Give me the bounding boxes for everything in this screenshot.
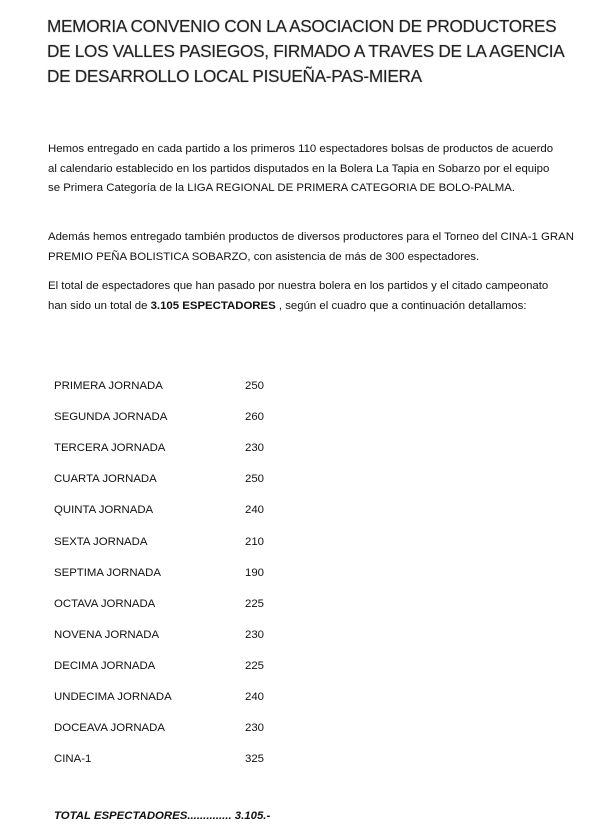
paragraph-total bbox=[48, 277, 563, 316]
jornada-label: TERCERA JORNADA bbox=[54, 442, 166, 455]
total-spectators: TOTAL ESPECTADORES.............. 3.105.- bbox=[54, 810, 271, 822]
paragraph-bags: Hemos entregado en cada partido a los primeros 110 espectadores bolsas de productos de acuerdo al calendario establecido en los partidos disputados en la Bolera La Tapia en Sobarzo por el equipo se Primera Categoría de la LIGA REGIONAL DE PRIMERA CATEGORIA DE BOLO-PALMA. bbox=[48, 143, 554, 195]
spectator-count: 240 bbox=[245, 504, 265, 517]
jornada-label: UNDECIMA JORNADA bbox=[54, 691, 172, 703]
spectator-count: 325 bbox=[245, 753, 265, 766]
title-line: MEMORIA CONVENIO CON LA ASOCIACION DE PRODUCTORES bbox=[47, 16, 557, 36]
title-line: DE LOS VALLES PASIEGOS, FIRMADO A TRAVES DE LA AGENCIA bbox=[47, 41, 565, 61]
jornada-label: OCTAVA JORNADA bbox=[54, 597, 156, 610]
jornada-label: QUINTA JORNADA bbox=[54, 504, 154, 517]
spectator-count: 240 bbox=[245, 691, 265, 703]
jornada-label: SEXTA JORNADA bbox=[54, 535, 148, 548]
paragraph-text: , según el cuadro que a continuación detallamos: bbox=[275, 299, 527, 312]
spectator-count: 250 bbox=[245, 473, 265, 486]
jornada-label: CUARTA JORNADA bbox=[54, 473, 157, 486]
spectator-count: 225 bbox=[245, 659, 265, 672]
jornada-label: DECIMA JORNADA bbox=[54, 659, 156, 672]
paragraph-text: El total de espectadores que han pasado por nuestra bolera en los partidos y el citado campeonato han sido un total de bbox=[48, 280, 549, 312]
spectator-count: 225 bbox=[245, 597, 265, 610]
spectator-count: 190 bbox=[245, 566, 265, 579]
spectator-count: 250 bbox=[245, 380, 265, 392]
jornada-label: SEPTIMA JORNADA bbox=[54, 566, 161, 579]
spectator-count: 230 bbox=[245, 442, 265, 455]
spectator-count: 230 bbox=[245, 628, 265, 641]
document-title bbox=[47, 14, 564, 89]
spectator-count: 230 bbox=[245, 722, 265, 735]
paragraph-tournament: Además hemos entregado también productos de diversos productores para el Torneo del CINA-1 GRAN PREMIO PEÑA BOLISTICA SOBARZO, con asistencia de más de 300 espectadores. bbox=[48, 231, 574, 263]
jornada-label: NOVENA JORNADA bbox=[54, 628, 160, 641]
jornada-label: PRIMERA JORNADA bbox=[54, 380, 163, 392]
jornada-label: SEGUNDA JORNADA bbox=[54, 411, 168, 424]
title-line: DE DESARROLLO LOCAL PISUEÑA-PAS-MIERA bbox=[47, 66, 422, 86]
jornada-label: DOCEAVA JORNADA bbox=[54, 722, 165, 735]
jornada-label: CINA-1 bbox=[54, 753, 92, 766]
spectator-count: 260 bbox=[245, 411, 265, 424]
spectator-count: 210 bbox=[245, 535, 265, 548]
total-highlight: 3.105 ESPECTADORES bbox=[150, 299, 276, 312]
